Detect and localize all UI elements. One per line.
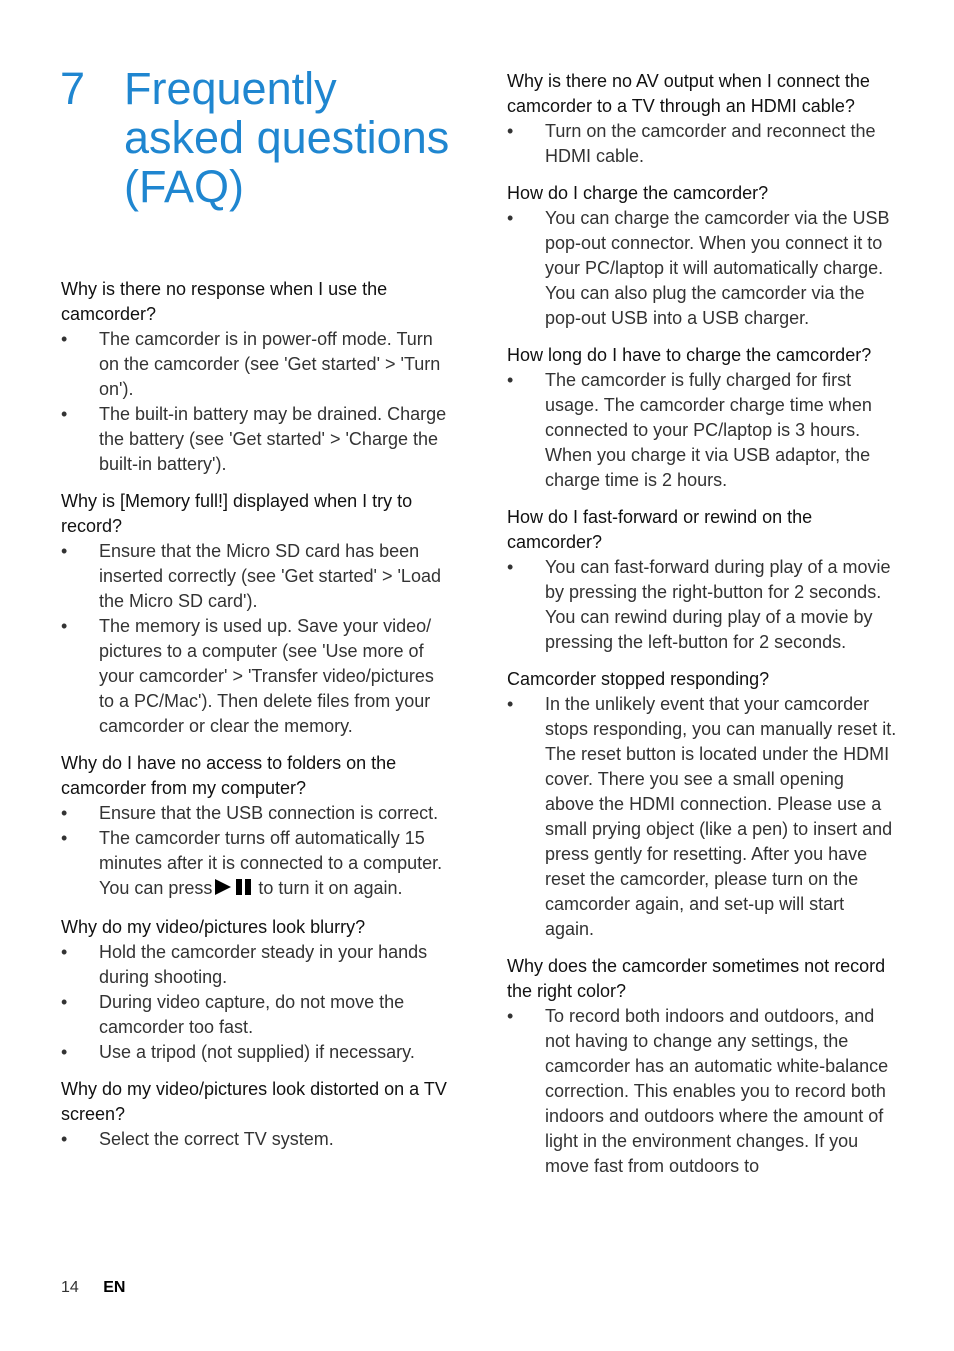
faq-answer-list	[507, 1004, 897, 1179]
faq-answer-text: The built-in battery may be drained. Charge the battery (see 'Get started' > 'Charge the built-in battery').	[99, 404, 447, 474]
faq-answer	[61, 826, 451, 903]
faq-answer-list	[507, 692, 897, 942]
faq-answer-list	[61, 539, 451, 739]
bullet-icon: •	[507, 557, 514, 577]
faq-answer-list	[507, 119, 897, 169]
faq-item	[61, 1077, 451, 1152]
faq-answer-text: Select the correct TV system.	[99, 1129, 334, 1149]
bullet-icon: •	[507, 1006, 514, 1026]
faq-answer	[507, 555, 897, 655]
faq-answer	[61, 1040, 451, 1065]
faq-answer-list	[507, 555, 897, 655]
left-column	[61, 277, 451, 1164]
faq-answer-list	[61, 1127, 451, 1152]
bullet-icon: •	[61, 1129, 68, 1149]
faq-question: Why does the camcorder sometimes not record the right color?	[507, 956, 886, 1001]
faq-item	[507, 69, 897, 169]
bullet-icon: •	[61, 616, 68, 636]
page-number: 14	[61, 1279, 79, 1296]
faq-item	[61, 277, 451, 477]
faq-item	[507, 343, 897, 493]
language-code: EN	[103, 1279, 126, 1296]
faq-answer-text: to turn it on again.	[258, 878, 403, 898]
play-pause-icon	[214, 878, 254, 903]
right-column	[507, 69, 897, 1191]
chapter-title: Frequently asked questions (FAQ)	[124, 63, 450, 212]
faq-item	[61, 489, 451, 739]
faq-answer-text: During video capture, do not move the camcorder too fast.	[99, 992, 405, 1037]
bullet-icon: •	[507, 694, 514, 714]
bullet-icon: •	[507, 121, 514, 141]
page-footer	[61, 1279, 125, 1297]
faq-question: Why do my video/pictures look distorted on a TV screen?	[61, 1079, 447, 1124]
faq-question: Camcorder stopped responding?	[507, 669, 770, 689]
faq-item	[507, 954, 897, 1179]
chapter-number: 7	[60, 63, 86, 114]
faq-answer-text: The camcorder turns off automatically 15 minutes after it is connected to a computer. You can press	[99, 828, 443, 898]
bullet-icon: •	[61, 541, 68, 561]
faq-answer-text: To record both indoors and outdoors, and not having to change any settings, the camcorder has an automatic white-balance correction. This enables you to record both indoors and outdoors where the amount of light in the environment changes. If you move fast from outdoors to	[545, 1006, 889, 1176]
faq-answer-text: Hold the camcorder steady in your hands during shooting.	[99, 942, 428, 987]
faq-item	[507, 667, 897, 942]
faq-answer-list	[61, 940, 451, 1065]
faq-answer	[507, 206, 897, 331]
faq-answer	[507, 692, 897, 942]
faq-question: Why do I have no access to folders on the camcorder from my computer?	[61, 753, 397, 798]
faq-answer	[61, 614, 451, 739]
faq-answer	[61, 327, 451, 402]
faq-answer-text: Ensure that the USB connection is correct.	[99, 803, 439, 823]
bullet-icon: •	[507, 370, 514, 390]
faq-answer	[507, 368, 897, 493]
bullet-icon: •	[61, 803, 68, 823]
faq-answer	[61, 1127, 451, 1152]
faq-answer-list	[507, 368, 897, 493]
bullet-icon: •	[61, 404, 68, 424]
faq-answer-text: Use a tripod (not supplied) if necessary.	[99, 1042, 415, 1062]
faq-answer	[61, 402, 451, 477]
faq-question: How long do I have to charge the camcorder?	[507, 345, 872, 365]
faq-answer-list	[61, 327, 451, 477]
faq-item	[507, 505, 897, 655]
bullet-icon: •	[61, 1042, 68, 1062]
faq-answer-list	[507, 206, 897, 331]
faq-answer-text: The memory is used up. Save your video/ pictures to a computer (see 'Use more of your camcorder' > 'Transfer video/pictures to a PC/Mac'). Then delete files from your camcorder or clear the memory.	[99, 616, 434, 736]
faq-answer	[61, 990, 451, 1040]
bullet-icon: •	[507, 208, 514, 228]
faq-item	[61, 751, 451, 903]
faq-question: Why is [Memory full!] displayed when I try to record?	[61, 491, 413, 536]
faq-answer-text: Turn on the camcorder and reconnect the HDMI cable.	[545, 121, 876, 166]
bullet-icon: •	[61, 942, 68, 962]
faq-answer	[61, 801, 451, 826]
bullet-icon: •	[61, 992, 68, 1012]
faq-item	[61, 915, 451, 1065]
faq-question: How do I charge the camcorder?	[507, 183, 769, 203]
faq-answer	[61, 539, 451, 614]
faq-answer-text: Ensure that the Micro SD card has been inserted correctly (see 'Get started' > 'Load the Micro SD card').	[99, 541, 441, 611]
bullet-icon: •	[61, 329, 68, 349]
faq-answer-text: In the unlikely event that your camcorder stops responding, you can manually reset it. The reset button is located under the HDMI cover. There you see a small opening above the HDMI connection. Please use a small prying object (like a pen) to insert and press gently for resetting. After you have reset the camcorder, please turn on the camcorder again, and set-up will start again.	[545, 694, 897, 939]
faq-answer-text: The camcorder is fully charged for first usage. The camcorder charge time when connected to your PC/laptop is 3 hours. When you charge it via USB adaptor, the charge time is 2 hours.	[545, 370, 872, 490]
faq-question: Why is there no AV output when I connect the camcorder to a TV through an HDMI cable?	[507, 71, 870, 116]
faq-answer-list	[61, 801, 451, 903]
faq-answer	[507, 119, 897, 169]
faq-answer	[61, 940, 451, 990]
faq-answer-text: You can charge the camcorder via the USB pop-out connector. When you connect it to your PC/laptop it will automatically charge. You can also plug the camcorder via the pop-out USB into a USB charger.	[545, 208, 890, 328]
faq-question: Why is there no response when I use the camcorder?	[61, 279, 388, 324]
bullet-icon: •	[61, 828, 68, 848]
faq-item	[507, 181, 897, 331]
faq-answer-text: The camcorder is in power-off mode. Turn on the camcorder (see 'Get started' > 'Turn on').	[99, 329, 441, 399]
faq-answer-text: You can fast-forward during play of a movie by pressing the right-button for 2 seconds. You can rewind during play of a movie by pressing the left-button for 2 seconds.	[545, 557, 891, 652]
faq-answer	[507, 1004, 897, 1179]
faq-question: How do I fast-forward or rewind on the camcorder?	[507, 507, 813, 552]
faq-question: Why do my video/pictures look blurry?	[61, 917, 366, 937]
